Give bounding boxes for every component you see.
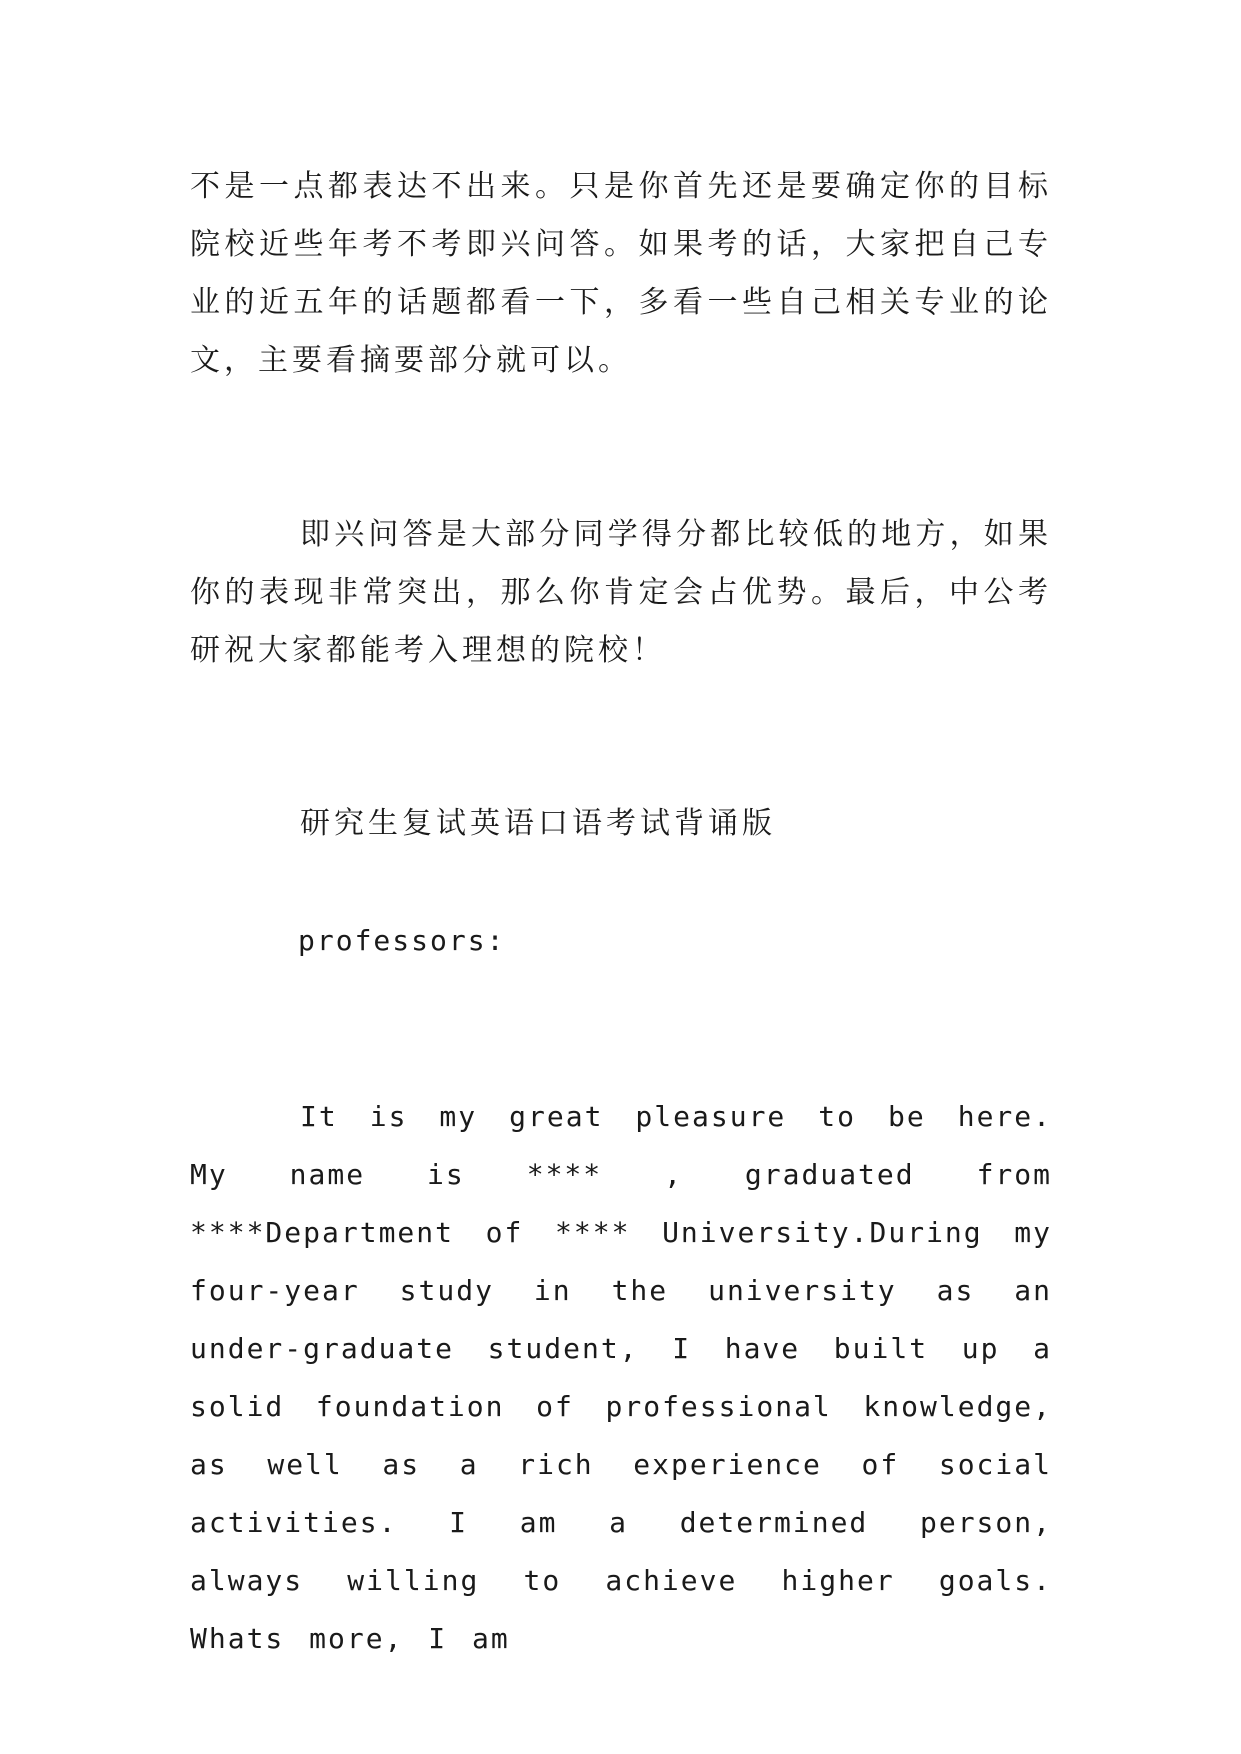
section-title: 研究生复试英语口语考试背诵版 — [300, 806, 776, 841]
paragraph-closing-wishes: 即兴问答是大部分同学得分都比较低的地方，如果你的表现非常突出，那么你肯定会占优势。最后，中公考研祝大家都能考入理想的院校！ — [190, 517, 1052, 668]
paragraph-self-introduction: It is my great pleasure to be here. My name is **** , graduated from ****Department of **** University.During my four-year study in the university as an under-graduate student, I have built up a solid foundation of professional knowledge, as well as a rich experience of social activities. I am a determined person, always willing to achieve higher goals. Whats more, I am — [190, 1100, 1052, 1655]
paragraph-impromptu-advice: 不是一点都表达不出来。只是你首先还是要确定你的目标院校近些年考不考即兴问答。如果考的话，大家把自己专业的近五年的话题都看一下，多看一些自己相关专业的论文，主要看摘要部分就可以。 — [190, 169, 1052, 378]
salutation: professors: — [298, 924, 506, 957]
